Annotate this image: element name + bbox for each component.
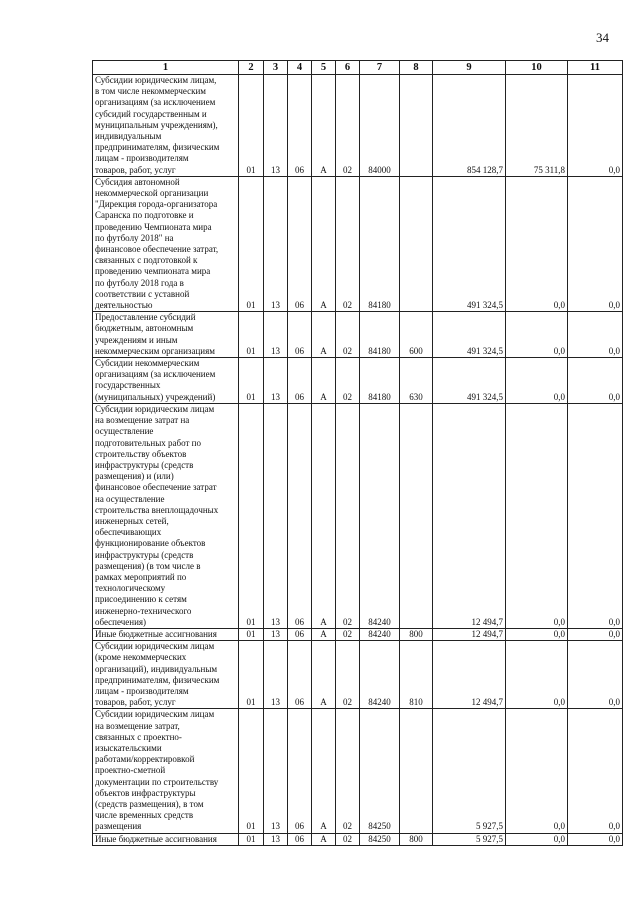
code-cell: А — [312, 358, 336, 404]
code-cell: 84250 — [360, 709, 400, 833]
code-cell: 01 — [239, 358, 264, 404]
code-cell: 84240 — [360, 628, 400, 640]
column-header: 10 — [506, 61, 568, 75]
expense-type-cell: 600 — [400, 312, 433, 358]
code-cell: 84000 — [360, 75, 400, 177]
amount-cell: 5 927,5 — [433, 833, 506, 845]
code-cell: 02 — [336, 176, 360, 311]
code-cell: 02 — [336, 641, 360, 709]
amount-cell: 0,0 — [506, 833, 568, 845]
code-cell: 13 — [264, 312, 288, 358]
amount-cell: 0,0 — [506, 358, 568, 404]
code-cell: А — [312, 709, 336, 833]
table-row — [93, 641, 623, 709]
code-cell: 01 — [239, 641, 264, 709]
column-header: 5 — [312, 61, 336, 75]
column-header: 2 — [239, 61, 264, 75]
code-cell: 06 — [288, 628, 312, 640]
code-cell: А — [312, 75, 336, 177]
code-cell: 13 — [264, 403, 288, 628]
amount-cell: 0,0 — [568, 312, 623, 358]
table-row — [93, 628, 623, 640]
code-cell: А — [312, 403, 336, 628]
code-cell: А — [312, 833, 336, 845]
code-cell: А — [312, 312, 336, 358]
row-name: Предоставление субсидий бюджетным, автономным учреждениям и иным некоммерческим организациям — [93, 312, 239, 358]
expense-type-cell — [400, 709, 433, 833]
code-cell: 13 — [264, 833, 288, 845]
code-cell: 02 — [336, 312, 360, 358]
amount-cell: 0,0 — [568, 833, 623, 845]
code-cell: 02 — [336, 403, 360, 628]
amount-cell: 0,0 — [506, 709, 568, 833]
amount-cell: 0,0 — [568, 641, 623, 709]
code-cell: 06 — [288, 312, 312, 358]
expense-type-cell — [400, 75, 433, 177]
amount-cell: 0,0 — [568, 176, 623, 311]
expense-type-cell — [400, 176, 433, 311]
code-cell: А — [312, 176, 336, 311]
amount-cell: 491 324,5 — [433, 358, 506, 404]
code-cell: 06 — [288, 75, 312, 177]
code-cell: 84240 — [360, 403, 400, 628]
amount-cell: 0,0 — [506, 628, 568, 640]
column-header: 1 — [93, 61, 239, 75]
code-cell: 01 — [239, 628, 264, 640]
code-cell: 06 — [288, 358, 312, 404]
column-header: 4 — [288, 61, 312, 75]
code-cell: 84240 — [360, 641, 400, 709]
row-name: Субсидии некоммерческим организациям (за исключением государственных (муниципальных) учреждений) — [93, 358, 239, 404]
code-cell: 01 — [239, 75, 264, 177]
amount-cell: 12 494,7 — [433, 403, 506, 628]
code-cell: 13 — [264, 176, 288, 311]
code-cell: 02 — [336, 75, 360, 177]
amount-cell: 0,0 — [506, 641, 568, 709]
code-cell: А — [312, 641, 336, 709]
column-header: 3 — [264, 61, 288, 75]
code-cell: 06 — [288, 403, 312, 628]
code-cell: А — [312, 628, 336, 640]
code-cell: 13 — [264, 75, 288, 177]
code-cell: 84180 — [360, 176, 400, 311]
code-cell: 06 — [288, 709, 312, 833]
code-cell: 84180 — [360, 312, 400, 358]
code-cell: 06 — [288, 641, 312, 709]
code-cell: 13 — [264, 358, 288, 404]
code-cell: 02 — [336, 358, 360, 404]
amount-cell: 491 324,5 — [433, 176, 506, 311]
table-row — [93, 176, 623, 311]
amount-cell: 12 494,7 — [433, 628, 506, 640]
code-cell: 01 — [239, 833, 264, 845]
row-name: Субсидии юридическим лицам на возмещение затрат, связанных с проектно- изыскательскими работами/корректировкой проектно-сметной документации по строительству объектов инфраструктуры (средств размещения), в том числе временных средств размещения — [93, 709, 239, 833]
code-cell: 84180 — [360, 358, 400, 404]
row-name: Иные бюджетные ассигнования — [93, 833, 239, 845]
code-cell: 06 — [288, 176, 312, 311]
amount-cell: 854 128,7 — [433, 75, 506, 177]
expense-type-cell: 800 — [400, 833, 433, 845]
amount-cell: 0,0 — [506, 312, 568, 358]
code-cell: 01 — [239, 709, 264, 833]
table-row — [93, 709, 623, 833]
expense-type-cell — [400, 403, 433, 628]
code-cell: 01 — [239, 312, 264, 358]
column-header: 6 — [336, 61, 360, 75]
amount-cell: 0,0 — [568, 358, 623, 404]
amount-cell: 12 494,7 — [433, 641, 506, 709]
row-name: Субсидии юридическим лицам, в том числе некоммерческим организациям (за исключением субсидий государственным и муниципальным учреждениям), индивидуальным предпринимателям, физическим лицам - производителям товаров, работ, услуг — [93, 75, 239, 177]
amount-cell: 0,0 — [506, 403, 568, 628]
amount-cell: 0,0 — [506, 176, 568, 311]
expense-type-cell: 800 — [400, 628, 433, 640]
code-cell: 84250 — [360, 833, 400, 845]
code-cell: 01 — [239, 403, 264, 628]
amount-cell: 491 324,5 — [433, 312, 506, 358]
code-cell: 02 — [336, 709, 360, 833]
row-name: Субсидии юридическим лицам на возмещение затрат на осуществление подготовительных работ по строительству объектов инфраструктуры (средств размещения) и (или) финансовое обеспечение затрат на осуществление строительства внеплощадочных инженерных сетей, обеспечивающих функционирование объектов инфраструктуры (средств размещения) (в том числе в рамках мероприятий по технологическому присоединению к сетям инженерно-технического обеспечения) — [93, 403, 239, 628]
table-row — [93, 312, 623, 358]
code-cell: 13 — [264, 641, 288, 709]
code-cell: 02 — [336, 833, 360, 845]
column-header: 8 — [400, 61, 433, 75]
table-row — [93, 833, 623, 845]
amount-cell: 0,0 — [568, 709, 623, 833]
amount-cell: 0,0 — [568, 75, 623, 177]
code-cell: 06 — [288, 833, 312, 845]
code-cell: 13 — [264, 628, 288, 640]
expense-type-cell: 630 — [400, 358, 433, 404]
row-name: Субсидия автономной некоммерческой организации "Дирекция города-организатора Саранска по подготовке и проведению Чемпионата мира по футболу 2018" на финансовое обеспечение затрат, связанных с подготовкой к проведению чемпионата мира по футболу 2018 года в соответствии с уставной деятельностью — [93, 176, 239, 311]
table-row — [93, 75, 623, 177]
amount-cell: 5 927,5 — [433, 709, 506, 833]
code-cell: 13 — [264, 709, 288, 833]
budget-table — [92, 60, 623, 846]
amount-cell: 0,0 — [568, 628, 623, 640]
row-name: Иные бюджетные ассигнования — [93, 628, 239, 640]
amount-cell: 75 311,8 — [506, 75, 568, 177]
row-name: Субсидии юридическим лицам (кроме некоммерческих организаций), индивидуальным предпринимателям, физическим лицам - производителям товаров, работ, услуг — [93, 641, 239, 709]
column-header: 11 — [568, 61, 623, 75]
column-header: 7 — [360, 61, 400, 75]
code-cell: 02 — [336, 628, 360, 640]
table-header-row — [93, 61, 623, 75]
page-number: 34 — [596, 30, 609, 45]
amount-cell: 0,0 — [568, 403, 623, 628]
code-cell: 01 — [239, 176, 264, 311]
table-row — [93, 403, 623, 628]
table-row — [93, 358, 623, 404]
column-header: 9 — [433, 61, 506, 75]
expense-type-cell: 810 — [400, 641, 433, 709]
